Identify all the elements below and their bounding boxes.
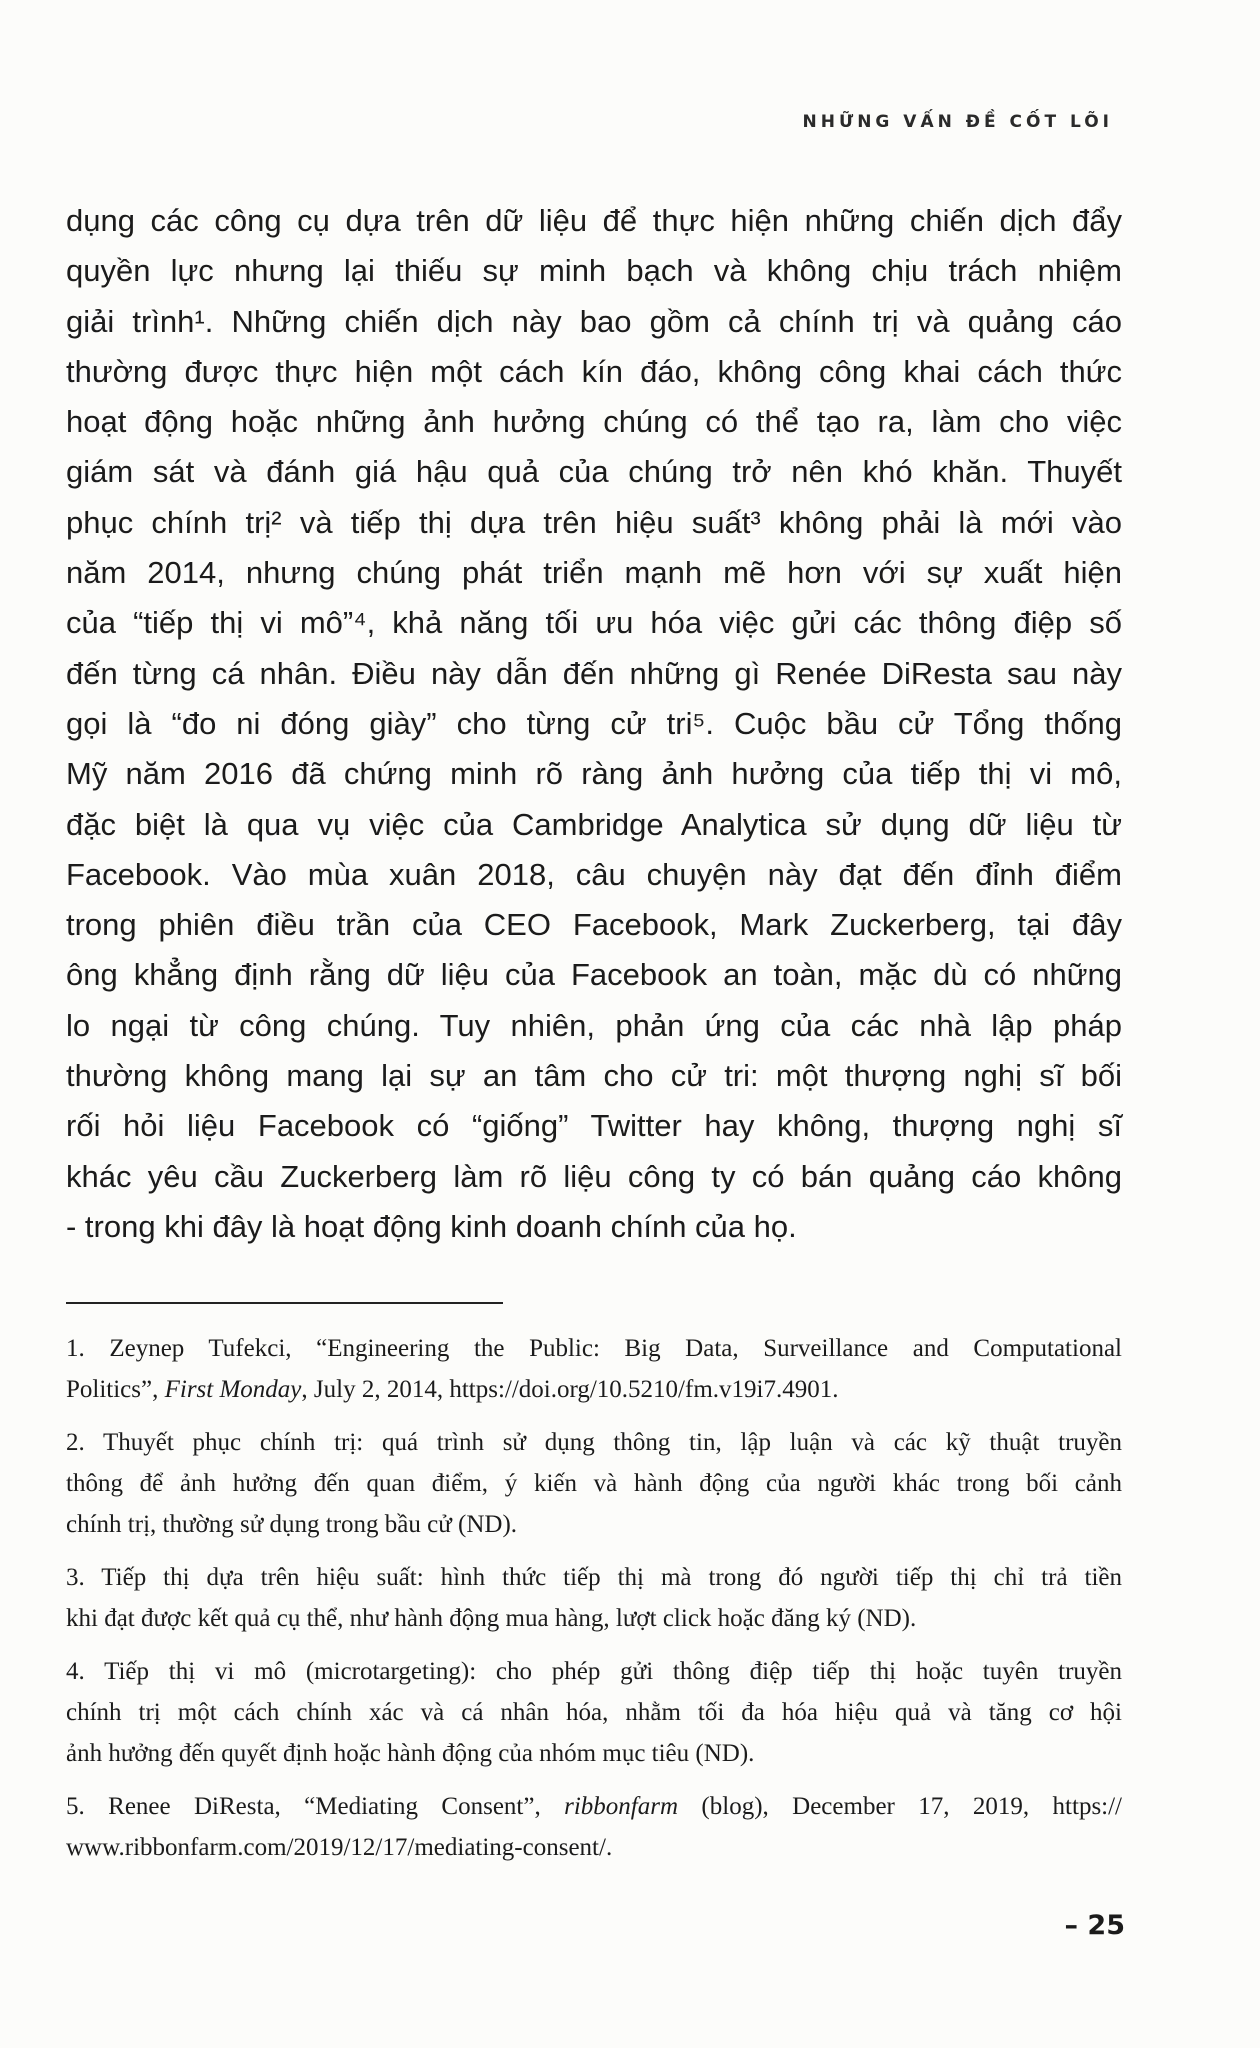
footnote-line: ảnh hưởng đến quyết định hoặc hành động của nhóm mục tiêu (ND).: [66, 1740, 755, 1767]
footnote-text: 5. Renee DiResta, “Mediating Consent”,: [66, 1793, 565, 1820]
body-line: phục chính trị² và tiếp thị dựa trên hiệu suất³ không phải là mới vào: [66, 504, 1122, 540]
footnote-4: [66, 1651, 1122, 1774]
footnote-line: 2. Thuyết phục chính trị: quá trình sử dụng thông tin, lập luận và các kỹ thuật truyền: [66, 1429, 1122, 1456]
body-line: năm 2014, nhưng chúng phát triển mạnh mẽ hơn với sự xuất hiện: [66, 555, 1122, 591]
footnote-line: 3. Tiếp thị dựa trên hiệu suất: hình thức tiếp thị mà trong đó người tiếp thị chỉ trả tiền: [66, 1564, 1122, 1591]
body-line: rối hỏi liệu Facebook có “giống” Twitter hay không, thượng nghị sĩ: [66, 1108, 1122, 1144]
running-header: NHỮNG VẤN ĐỀ CỐT LÕI: [802, 112, 1113, 132]
body-line: hoạt động hoặc những ảnh hưởng chúng có thể tạo ra, làm cho việc: [66, 404, 1122, 440]
body-line: - trong khi đây là hoạt động kinh doanh chính của họ.: [66, 1208, 797, 1244]
body-line: khác yêu cầu Zuckerberg làm rõ liệu công ty có bán quảng cáo không: [66, 1158, 1122, 1194]
body-line: ông khẳng định rằng dữ liệu của Facebook an toàn, mặc dù có những: [66, 957, 1122, 993]
body-line: thường được thực hiện một cách kín đáo, không công khai cách thức: [66, 353, 1122, 389]
footnote-line: chính trị một cách chính xác và cá nhân hóa, nhằm tối đa hóa hiệu quả và tăng cơ hội: [66, 1699, 1122, 1726]
body-line: quyền lực nhưng lại thiếu sự minh bạch và không chịu trách nhiệm: [66, 253, 1122, 289]
body-line: của “tiếp thị vi mô”⁴, khả năng tối ưu hóa việc gửi các thông điệp số: [66, 605, 1122, 641]
body-line: giám sát và đánh giá hậu quả của chúng trở nên khó khăn. Thuyết: [66, 454, 1122, 490]
footnote-line: [66, 1369, 1122, 1410]
footnote-3: [66, 1557, 1122, 1639]
footnote-text: Politics”,: [66, 1376, 165, 1403]
footnote-italic-title: ribbonfarm: [564, 1793, 679, 1820]
footnote-line: 4. Tiếp thị vi mô (microtargeting): cho phép gửi thông điệp tiếp thị hoặc tuyên truyền: [66, 1658, 1122, 1685]
body-text: [66, 196, 1122, 1252]
footnote-1: [66, 1328, 1122, 1410]
footnote-line: chính trị, thường sử dụng trong bầu cử (ND).: [66, 1511, 518, 1538]
footnote-divider: [66, 1302, 503, 1304]
footnote-line: www.ribbonfarm.com/2019/12/17/mediating-consent/.: [66, 1834, 613, 1861]
body-line: Facebook. Vào mùa xuân 2018, câu chuyện này đạt đến đỉnh điểm: [66, 856, 1122, 892]
body-line: đặc biệt là qua vụ việc của Cambridge Analytica sử dụng dữ liệu từ: [66, 806, 1122, 842]
body-line: dụng các công cụ dựa trên dữ liệu để thực hiện những chiến dịch đẩy: [66, 203, 1122, 238]
footnote-italic-title: First Monday: [164, 1376, 302, 1403]
body-line: trong phiên điều trần của CEO Facebook, Mark Zuckerberg, tại đây: [66, 907, 1122, 943]
body-line: đến từng cá nhân. Điều này dẫn đến những gì Renée DiResta sau này: [66, 655, 1122, 691]
body-line: lo ngại từ công chúng. Tuy nhiên, phản ứng của các nhà lập pháp: [66, 1007, 1122, 1043]
footnote-text: (blog), December 17, 2019, https://: [678, 1793, 1123, 1820]
footnotes: [66, 1328, 1122, 1880]
footnote-line: [66, 1786, 1122, 1827]
footnote-5: [66, 1786, 1122, 1868]
footnote-line: 1. Zeynep Tufekci, “Engineering the Public: Big Data, Surveillance and Computational: [66, 1335, 1122, 1362]
body-line: thường không mang lại sự an tâm cho cử tri: một thượng nghị sĩ bối: [66, 1058, 1122, 1094]
body-line: Mỹ năm 2016 đã chứng minh rõ ràng ảnh hưởng của tiếp thị vi mô,: [66, 756, 1122, 792]
footnote-line: khi đạt được kết quả cụ thể, như hành động mua hàng, lượt click hoặc đăng ký (ND).: [66, 1605, 917, 1632]
footnote-line: thông để ảnh hưởng đến quan điểm, ý kiến và hành động của người khác trong bối cảnh: [66, 1470, 1122, 1497]
body-line: giải trình¹. Những chiến dịch này bao gồm cả chính trị và quảng cáo: [66, 303, 1122, 339]
footnote-text: , July 2, 2014, https://doi.org/10.5210/fm.v19i7.4901.: [301, 1376, 839, 1403]
footnote-2: [66, 1422, 1122, 1545]
body-line: gọi là “đo ni đóng giày” cho từng cử tri⁵. Cuộc bầu cử Tổng thống: [66, 705, 1122, 741]
page-number: – 25: [1064, 1910, 1125, 1941]
